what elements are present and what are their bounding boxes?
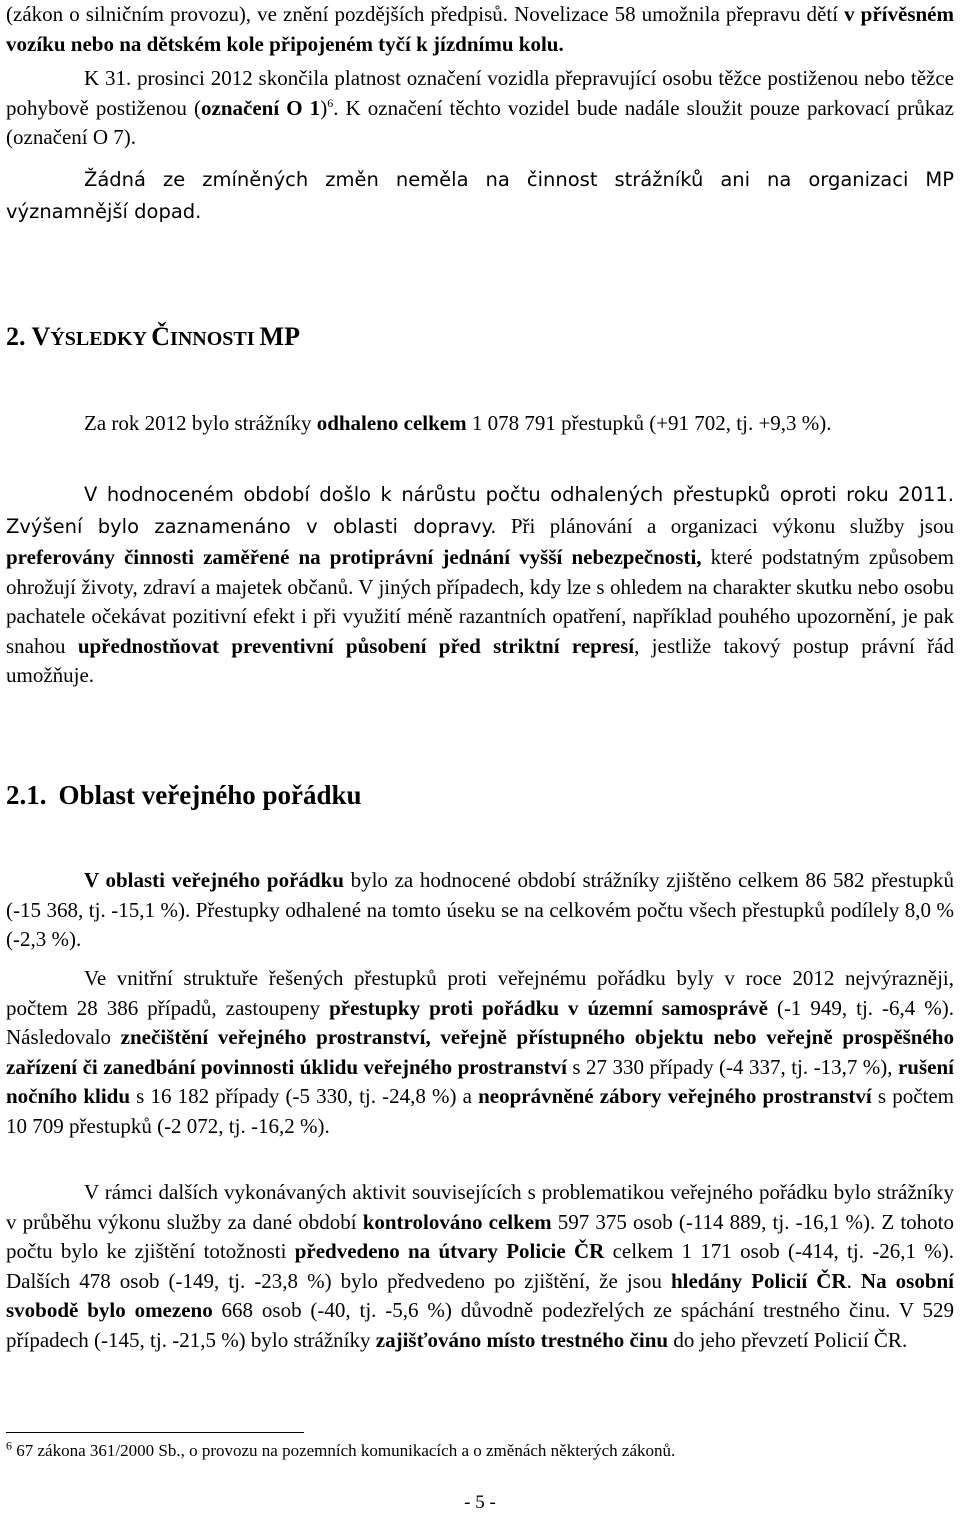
text-span: Za rok 2012 bylo strážníky — [84, 411, 317, 435]
text-span: s počtem 10 709 přestupků (-2 072, tj. -16,2 %). — [6, 1084, 955, 1138]
footnote-text: 67 zákona 361/2000 Sb., o provozu na pozemních komunikacích a o změnách některých zákonů. — [12, 1441, 676, 1460]
paragraph-evaluation — [6, 479, 954, 691]
section-heading-2 — [6, 322, 300, 352]
bold-span: předvedeno na útvary Policie ČR — [294, 1239, 605, 1263]
paragraph-intro-continuation — [6, 0, 954, 59]
heading-letter: MP — [259, 322, 300, 351]
text-span: 1 078 791 přestupků (+91 702, tj. +9,3 %). — [466, 411, 832, 435]
footnote — [6, 1440, 675, 1462]
text-span: 668 osob (-40, tj. -5,6 %) důvodně podezřelých ze spáchání trestného činu. V 529 případech (-145, tj. -21,5 %) bylo strážníky — [6, 1298, 954, 1352]
text-span: K 31. prosinci 2012 skončila platnost označení vozidla přepravující osobu těžce postiženou nebo těžce pohybově postiženou ( — [6, 66, 954, 120]
heading-number: 2.1. — [6, 780, 47, 810]
section-heading-2-1 — [6, 780, 362, 811]
heading-smallcaps: INNOSTI — [170, 328, 260, 350]
text-span: . K označení těchto vozidel bude nadále sloužit pouze parkovací průkaz (označení O 7). — [6, 95, 954, 149]
heading-smallcaps: ÝSLEDKY — [50, 328, 152, 350]
bold-span: zajišťováno místo trestného činu — [375, 1327, 669, 1352]
bold-span: odhaleno celkem — [316, 411, 467, 435]
footnote-separator — [6, 1432, 304, 1433]
footnote-reference[interactable]: 6 — [327, 95, 334, 110]
heading-letter: V — [31, 322, 51, 351]
heading-title: Oblast veřejného pořádku — [58, 780, 362, 810]
text-span: (zákon o silničním provozu), ve znění pozdějších předpisů. Novelizace 58 umožnila přepravu dětí — [6, 2, 845, 26]
heading-letter: Č — [151, 322, 171, 351]
paragraph-total-detected — [6, 409, 954, 439]
paragraph-internal-structure — [6, 964, 954, 1141]
text-span: Ve vnitřní struktuře řešených přestupků proti veřejnému pořádku byly v roce 2012 nejvýrazněji, počtem 28 386 případů, zastoupeny — [6, 966, 954, 1020]
page-number: - 5 - — [464, 1492, 496, 1513]
text-span: 597 375 osob (-114 889, tj. -16,1 %). Z tohoto počtu bylo ke zjištění totožnosti — [6, 1209, 954, 1263]
paragraph-no-impact — [6, 164, 954, 228]
bold-span: označení O 1 — [201, 95, 321, 120]
bold-span: neoprávněné zábory veřejného prostranství — [478, 1084, 872, 1108]
paragraph-other-activities — [6, 1178, 954, 1355]
text-span: které podstatným způsobem ohrožují životy, zdraví a majetek občanů. V jiných případech, kdy lze s ohledem na charakter skutku nebo osobu pachatele očekávat pozitivní efekt i při využití méně razantních opatření, například pouhého upozornění, je pak snahou — [6, 545, 954, 658]
text-span: (-1 949, tj. -6,4 %). Následovalo — [6, 995, 954, 1049]
paragraph-public-order-total — [6, 866, 954, 955]
text-span: bylo za hodnocené období strážníky zjištěno celkem 86 582 přestupků (-15 368, tj. -15,1 %). Přestupky odhalené na tomto úseku se na celkovém počtu všech přestupků podílely 8,0 % (-2,3 %). — [6, 868, 954, 951]
bold-span: hledány Policií ČR — [670, 1268, 847, 1293]
bold-span: kontrolováno celkem — [362, 1209, 552, 1234]
bold-span: přestupky proti pořádku v územní samosprávě — [329, 995, 768, 1020]
text-span: . — [846, 1268, 861, 1293]
bold-span: upřednostňovat preventivní působení před striktní represí — [77, 633, 635, 658]
text-span: celkem 1 171 osob (-414, tj. -26,1 %). Dalších 478 osob (-149, tj. -23,8 %) bylo předvedeno po zjištění, že jsou — [6, 1239, 954, 1293]
bold-span: znečištění veřejného prostranství, veřejně přístupného objektu nebo veřejně prospěšného zařízení či zanedbání povinnosti úklidu veřejného prostranství — [6, 1025, 954, 1079]
bold-span: v přívěsném vozíku nebo na dětském kole připojeném tyčí k jízdnímu kolu. — [6, 2, 954, 56]
text-span: s 16 182 případy (-5 330, tj. -24,8 %) a — [130, 1084, 479, 1108]
text-span: ) — [320, 95, 328, 120]
text-span: do jeho převzetí Policií ČR. — [668, 1327, 908, 1352]
bold-span: Na osobní svobodě bylo omezeno — [6, 1268, 955, 1322]
paragraph-marking-change — [6, 64, 954, 153]
text-span: Žádná ze zmíněných změn neměla na činnost strážníků ani na organizaci MP významnější dopad. — [6, 168, 954, 223]
bold-span: preferovány činnosti zaměřené na protiprávní jednání vyšší nebezpečnosti, — [6, 545, 702, 569]
text-span: s 27 330 případy (-4 337, tj. -13,7 %), — [566, 1054, 898, 1079]
bold-span: V oblasti veřejného pořádku — [84, 868, 344, 892]
text-span: , jestliže takový postup právní řád umožňuje. — [6, 633, 954, 687]
text-span: V rámci dalších vykonávaných aktivit souvisejících s problematikou veřejného pořádku bylo strážníky v průběhu výkonu služby za dané období — [6, 1180, 954, 1234]
bold-span: rušení nočního klidu — [6, 1054, 954, 1108]
text-span: V hodnoceném období došlo k nárůstu počtu odhalených přestupků oproti roku 2011. Zvýšení bylo zaznamenáno v oblasti dopravy. — [6, 483, 954, 538]
heading-number: 2. — [6, 322, 32, 351]
footnote-mark: 6 — [6, 1438, 12, 1453]
text-span: Při plánování a organizaci výkonu služby jsou — [496, 514, 954, 538]
